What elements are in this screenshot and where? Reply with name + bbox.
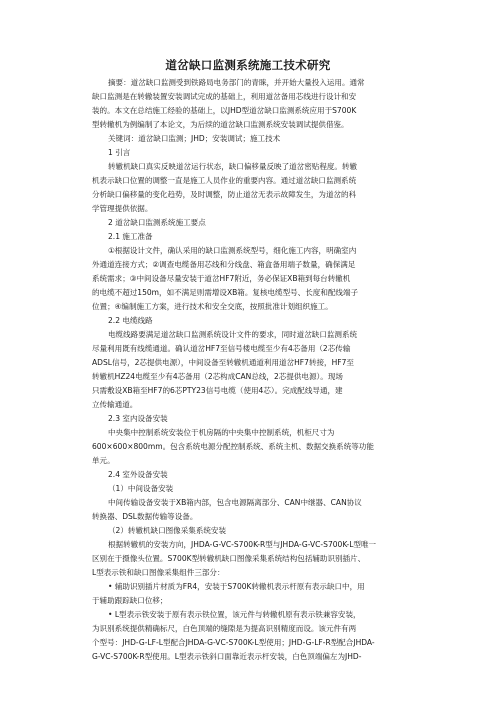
text-line: 中间传输设备安装于XB箱内部，包含电源隔离部分、CAN中继器、CAN协议 bbox=[108, 498, 362, 507]
text-line: • 辅助识别插片材质为FR4，安装于S700K转辙机表示杆原有表示缺口中，用 bbox=[108, 582, 365, 591]
text-line: 2 道岔缺口监测系统施工要点 bbox=[108, 218, 206, 227]
text-line: 摘要：道岔缺口监测受到铁路局电务部门的青睐，并开始大量投入运用。通常 bbox=[108, 78, 365, 87]
text-line: 2.4 室外设备安装 bbox=[108, 470, 168, 479]
text-line: 装的。本文在总结施工经验的基础上，以JHD型道岔缺口监测系统应用于S700K bbox=[92, 106, 357, 115]
text-line: 2.3 室内设备安装 bbox=[108, 414, 168, 423]
document-title: 道岔缺口监测系统施工技术研究 bbox=[165, 58, 331, 72]
text-line: • L型表示铁安装于原有表示铁位置，该元件与转辙机原有表示铁兼容安装， bbox=[108, 610, 361, 619]
text-line: 600×600×800mm。包含系统电源分配控制系统、系统主机、数据交换系统等功能 bbox=[92, 442, 374, 451]
text-line: 分析缺口偏移量的变化趋势，及时调整，防止道岔无表示故障发生，为道岔的科 bbox=[92, 190, 357, 199]
text-line: 型转辙机为例编制了本论文，为后续的道岔缺口监测系统安装调试提供借鉴。 bbox=[92, 120, 349, 129]
text-line: 单元。 bbox=[92, 456, 115, 465]
text-line: 尽量利用既有线缆通道。确认道岔HF7至信号楼电缆至少有4芯备用（2芯传输 bbox=[92, 344, 351, 353]
text-line: 立传输通道。 bbox=[92, 400, 138, 409]
text-line: 中央集中控制系统安装位于机房隔的中央集中控制系统，机柜尺寸为 bbox=[108, 428, 335, 437]
text-line: 位置；④编制施工方案，进行技术和安全交底，按照批准计划组织施工。 bbox=[92, 302, 333, 311]
text-line: 2.1 施工准备 bbox=[108, 232, 153, 241]
text-line: 为识别系统提供精确标尺，白色顶端的缝隙是为提高识别精度而设。该元件有两 bbox=[92, 624, 357, 633]
text-line: 的电缆不超过150m，如不满足则需增设XB箱。复核电缆型号、长度和配线端子 bbox=[92, 288, 359, 297]
text-line: 系统需求；③中间设备尽量安装于道岔HF7附近，务必保证XB箱到每台转辙机 bbox=[92, 274, 351, 283]
text-line: 转辙机HZ24电缆至少有4芯备用（2芯构成CAN总线，2芯提供电源）。现场 bbox=[92, 372, 343, 381]
text-line: 外通道连接方式；②调查电缆备用芯线和分线盘、箱盒备用端子数量，确保满足 bbox=[92, 260, 356, 269]
text-line: （1）中间设备安装 bbox=[108, 484, 174, 493]
text-line: 缺口监测是在转辙装置安装调试完成的基础上，利用道岔备用芯线进行设计和安 bbox=[92, 92, 357, 101]
text-line: 区别在于摄像头位置。S700K型转辙机缺口图像采集系统结构包括辅助识别插片、 bbox=[92, 554, 366, 563]
text-line: ①根据设计文件，确认采用的缺口监测系统型号，细化施工内容，明确室内 bbox=[108, 246, 357, 255]
text-line: 转换器、DSL数据传输等设备。 bbox=[92, 512, 198, 521]
text-line: L型表示铁和缺口图像采集组件三部分： bbox=[92, 568, 225, 577]
text-line: 2.2 电缆线路 bbox=[108, 316, 153, 325]
text-line: 于辅助跟踪缺口位移； bbox=[92, 596, 168, 605]
text-line: 机表示缺口位置的调整一直是施工人员作业的重要内容。通过道岔缺口监测系统 bbox=[92, 176, 357, 185]
text-line: 转辙机缺口真实反映道岔运行状态，缺口偏移量反映了道岔密贴程度。转辙 bbox=[108, 162, 358, 171]
text-line: 1 引言 bbox=[108, 148, 131, 157]
text-line: 电缆线路要满足道岔缺口监测系统设计文件的要求，同时道岔缺口监测系统 bbox=[108, 330, 358, 339]
text-line: 学管理提供依据。 bbox=[92, 204, 153, 213]
text-line: G-VC-S700K-R型使用。L型表示铁斜口面靠近表示杆安装，白色顶端偏左为JHD- bbox=[92, 652, 362, 661]
text-line: 关键词：道岔缺口监测；JHD；安装调试；施工技术 bbox=[108, 134, 281, 143]
text-line: 根据转辙机的安装方向，JHDA-G-VC-S700K-R型与JHDA-G-VC-S700K-L型唯一 bbox=[108, 540, 377, 549]
document-body bbox=[92, 76, 410, 664]
text-line: ADSL信号，2芯提供电源），中间设备至转辙机通道利用道岔HF7转接，HF7至 bbox=[92, 358, 354, 367]
text-line: 只需敷设XB箱至HF7的6芯PTY23信号电缆（使用4芯）。完成配线导通，建 bbox=[92, 386, 343, 395]
text-line: （2）转辙机缺口图像采集系统安装 bbox=[108, 526, 227, 535]
text-line: 个型号：JHD-G-LF-L型配合JHDA-G-VC-S700K-L型使用；JHD-G-LF-R型配合JHDA- bbox=[92, 638, 375, 647]
